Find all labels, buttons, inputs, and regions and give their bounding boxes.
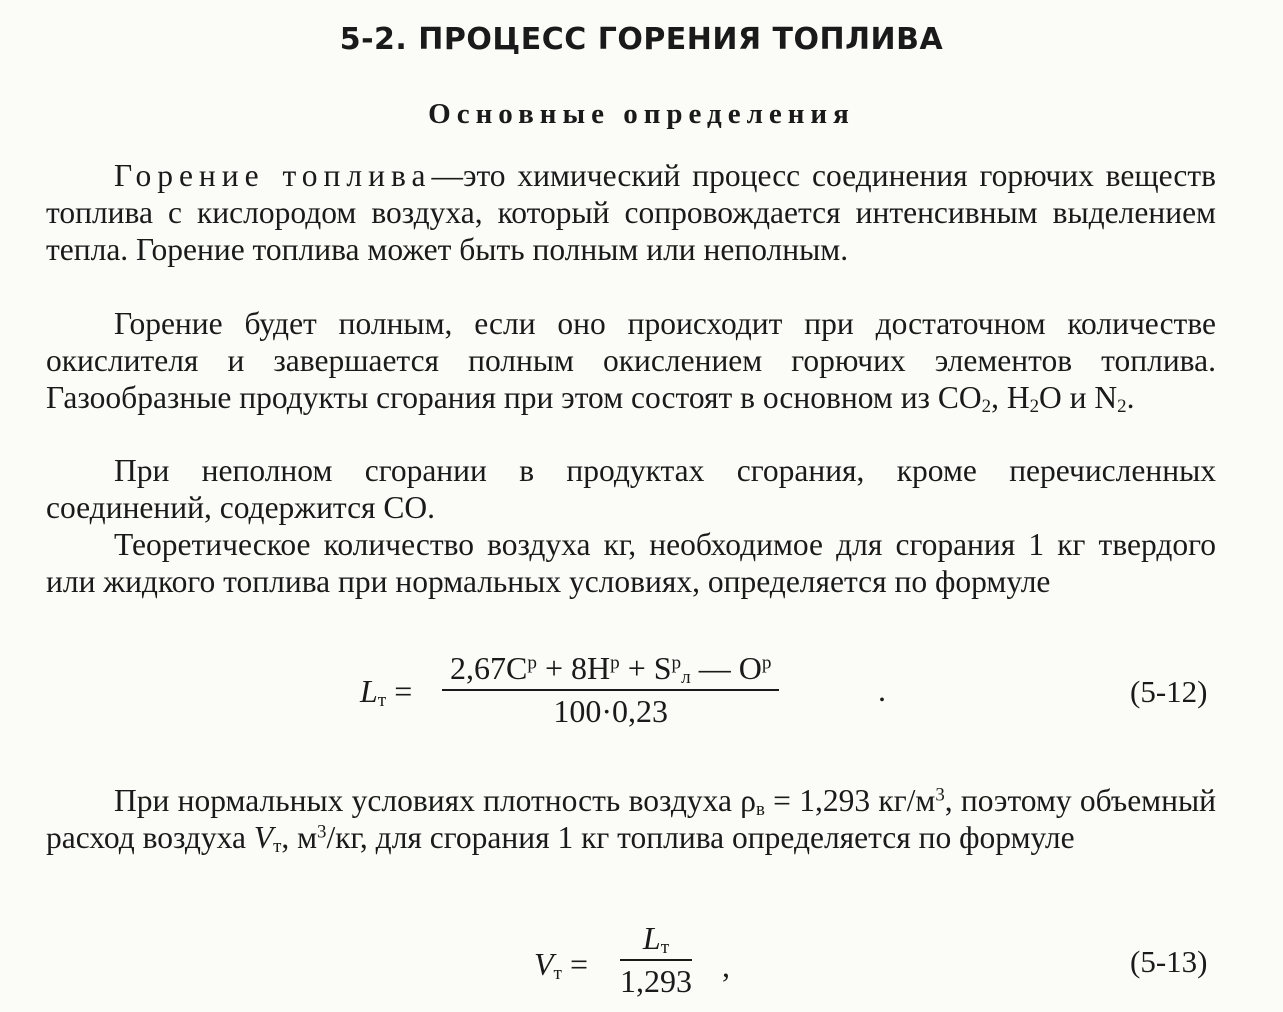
equation-number-5-12: (5-12) [1130, 674, 1208, 709]
subsection-title: Основные определения [428, 98, 855, 130]
paragraph-complete-combustion: Горение будет полным, если оно происходит при достаточном количестве окислителя и завершается полным окислением горючих элементов топлива. Газообразные продукты сгорания при этом состоят в основном из $CO_2$, $H_2O$ и $N_2$. [46, 306, 1216, 417]
defined-term: Горение топлива [114, 158, 432, 193]
section-title [0, 22, 1283, 57]
formula-5-13-lhs: $V_т$ = [534, 946, 588, 984]
section-name: ПРОЦЕСС ГОРЕНИЯ ТОПЛИВА [418, 22, 944, 57]
paragraph-combustion-definition [46, 158, 1216, 268]
formula-5-13-fraction [620, 920, 692, 1000]
fraction-numerator: $2,67C^р + 8H^р + S^р_л$ — $O^р$ [450, 650, 772, 688]
formula-5-12-fraction [442, 650, 779, 730]
equation-number-5-13: (5-13) [1130, 944, 1208, 979]
formula-5-13-trailing-comma: , [722, 948, 730, 984]
paragraph-theoretical-air: Теоретическое количество воздуха кг, необходимое для сгорания 1 кг твердого или жидкого топлива при нормальных условиях, определяется по формуле [46, 527, 1216, 599]
paragraph-air-volume: При нормальных условиях плотность воздуха $\rho_в = 1,293$ $кг/м^3$, поэтому объемный расход воздуха $V_т$, $м^3/кг$, для сгорания 1 кг топлива определяется по формуле [46, 783, 1216, 857]
fraction-denominator: 100·0,23 [553, 693, 669, 729]
fraction-numerator: $L_т$ [642, 920, 670, 958]
formula-5-12-lhs: $L_т$ = [360, 673, 413, 711]
formula-5-12-trailing-dot: . [878, 672, 886, 708]
section-number: 5-2. [339, 22, 408, 57]
paragraph-incomplete-combustion: При неполном сгорании в продуктах сгорания, кроме перечисленных соединений, содержится CO. [46, 453, 1216, 525]
fraction-denominator: 1,293 [620, 963, 692, 999]
paragraph-text: Горение будет полным, если оно происходит при достаточном количестве окислителя и завершается полным окислением горючих элементов топлива. Газообразные продукты сгорания при этом состоят в основном из [46, 306, 1216, 415]
paragraph-text: —это химический процесс соединения горючих веществ топлива с кислородом воздуха, который сопровождается интенсивным выделением тепла. Горение топлива может быть полным или неполным. [46, 158, 1216, 267]
